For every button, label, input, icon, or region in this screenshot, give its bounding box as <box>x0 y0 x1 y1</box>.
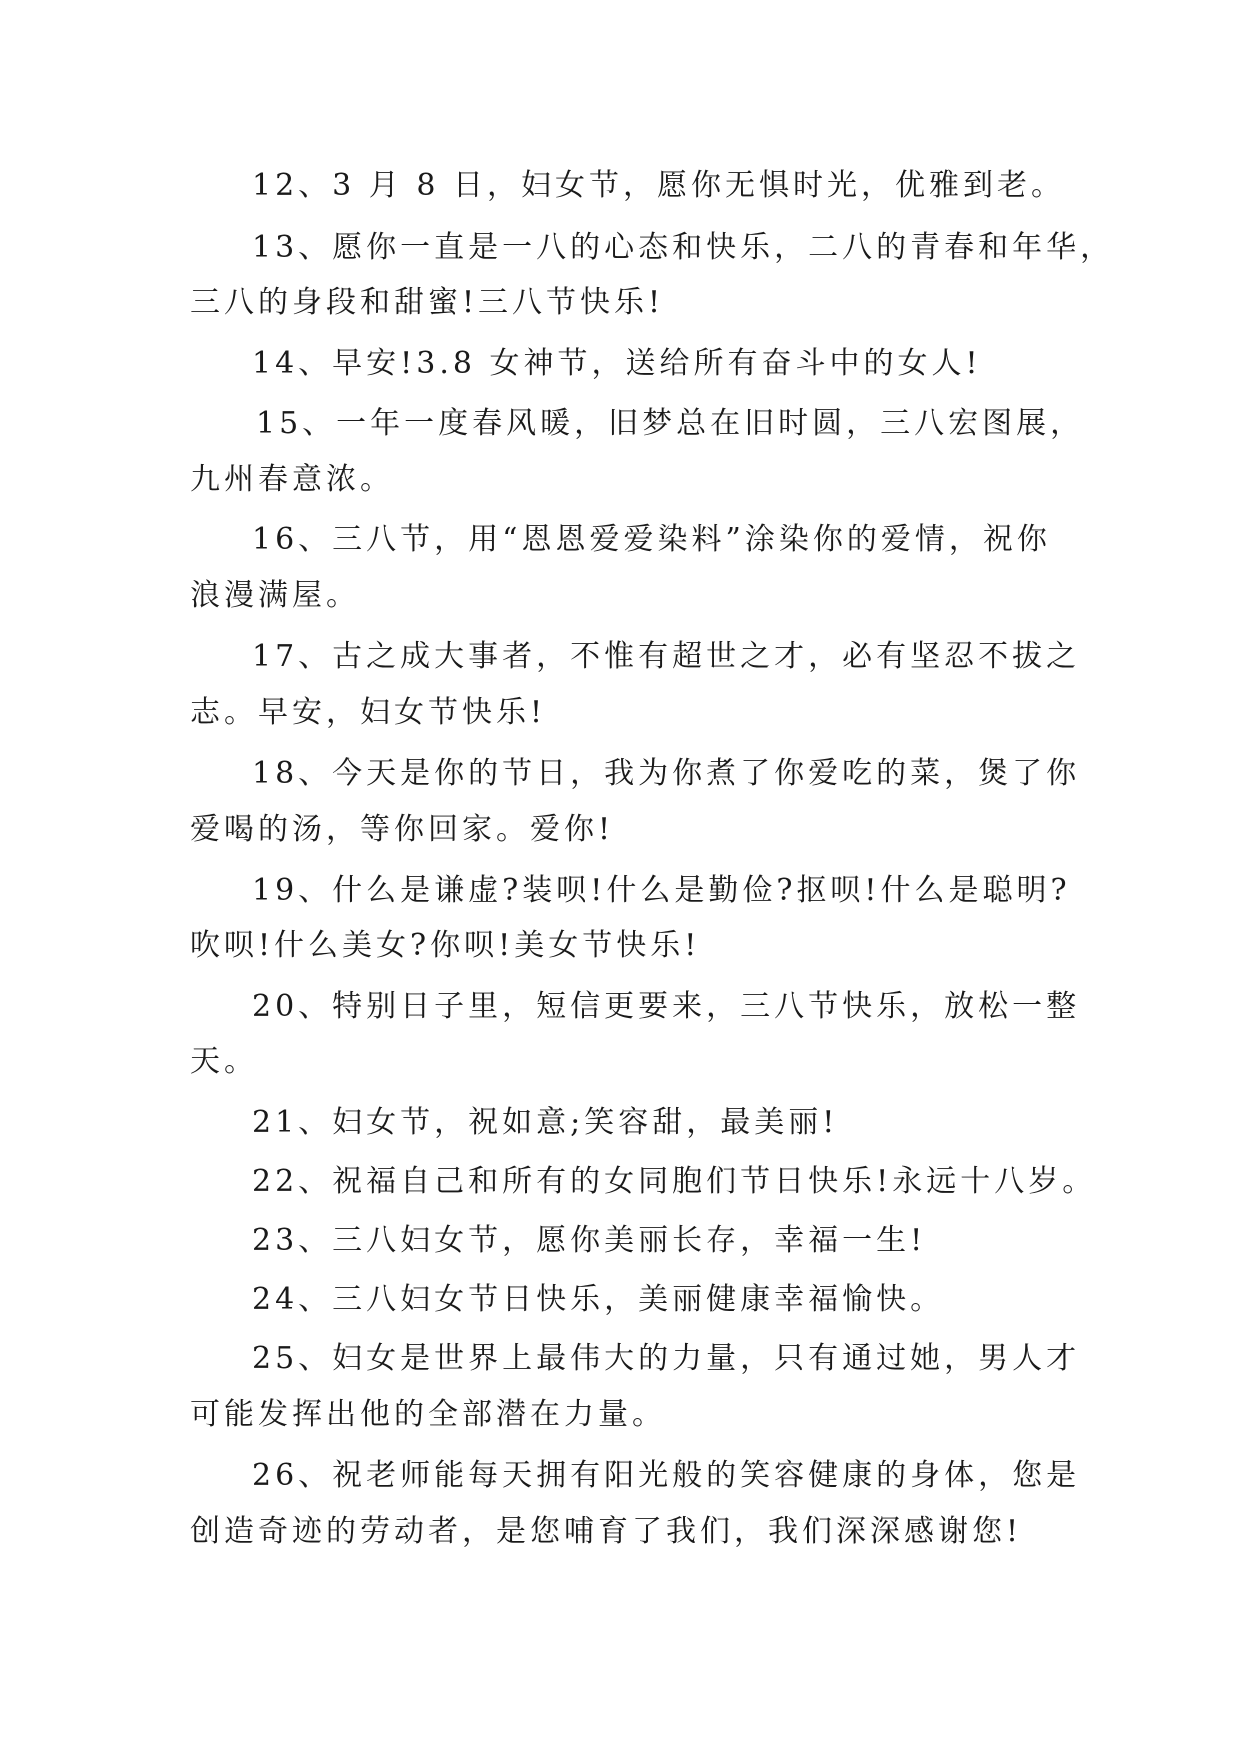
text-line: 爱喝的汤，等你回家。爱你! <box>190 812 615 847</box>
text-line: 九州春意浓。 <box>190 462 394 497</box>
text-line: 三八的身段和甜蜜!三八节快乐! <box>190 285 665 320</box>
text-line: 22、祝福自己和所有的女同胞们节日快乐!永远十八岁。 <box>252 1164 1097 1199</box>
text-line: 16、三八节，用“恩恩爱爱染料”涂染你的爱情，祝你 <box>252 522 1051 557</box>
text-line: 23、三八妇女节，愿你美丽长存，幸福一生! <box>252 1223 927 1258</box>
text-line: 志。早安，妇女节快乐! <box>190 695 547 730</box>
text-line: 25、妇女是世界上最伟大的力量，只有通过她，男人才 <box>252 1341 1081 1376</box>
text-line: 17、古之成大事者，不惟有超世之才，必有坚忍不拔之 <box>252 639 1081 674</box>
text-line: 19、什么是谦虚?装呗!什么是勤俭?抠呗!什么是聪明? <box>252 873 1071 908</box>
text-line: 26、祝老师能每天拥有阳光般的笑容健康的身体，您是 <box>252 1458 1081 1493</box>
text-line: 15、一年一度春风暖，旧梦总在旧时圆，三八宏图展， <box>256 406 1085 441</box>
text-line: 13、愿你一直是一八的心态和快乐，二八的青春和年华， <box>252 230 1115 265</box>
text-line: 18、今天是你的节日，我为你煮了你爱吃的菜，煲了你 <box>252 756 1081 791</box>
text-line: 天。 <box>190 1044 258 1079</box>
text-line: 24、三八妇女节日快乐，美丽健康幸福愉快。 <box>252 1282 945 1317</box>
text-line: 创造奇迹的劳动者，是您哺育了我们，我们深深感谢您! <box>190 1514 1023 1549</box>
text-line: 20、特别日子里，短信更要来，三八节快乐，放松一整 <box>252 989 1081 1024</box>
text-line: 可能发挥出他的全部潜在力量。 <box>190 1397 666 1432</box>
text-line: 21、妇女节，祝如意;笑容甜，最美丽! <box>252 1105 839 1140</box>
text-line: 浪漫满屋。 <box>190 578 360 613</box>
text-line: 12、3 月 8 日，妇女节，愿你无惧时光，优雅到老。 <box>252 168 1065 203</box>
text-line: 14、早安!3.8 女神节，送给所有奋斗中的女人! <box>252 346 982 381</box>
text-line: 吹呗!什么美女?你呗!美女节快乐! <box>190 928 701 963</box>
